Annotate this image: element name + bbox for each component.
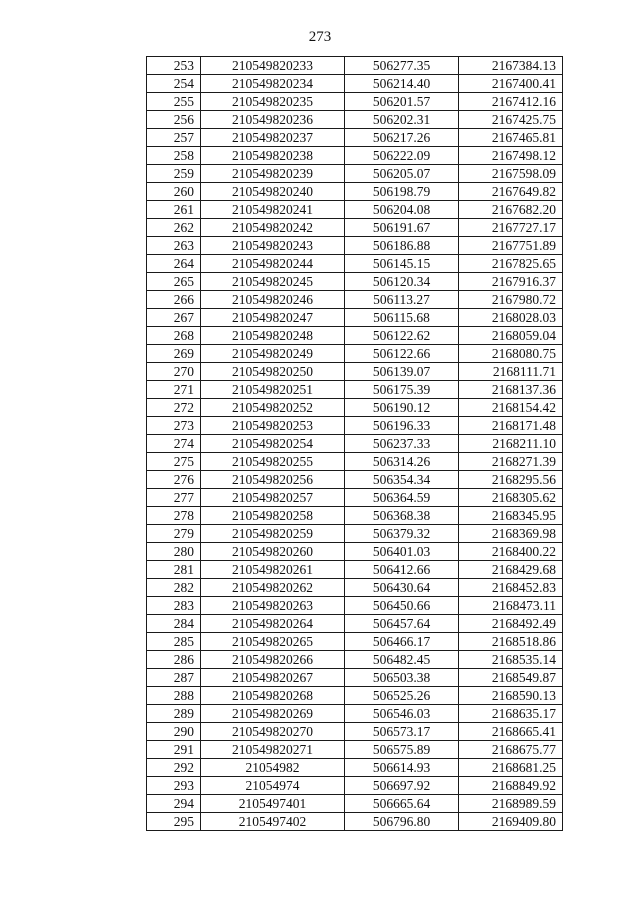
- x-coordinate-cell: 506450.66: [345, 597, 459, 615]
- row-number-cell: 277: [147, 489, 201, 507]
- row-number-cell: 270: [147, 363, 201, 381]
- point-id-cell: 210549820268: [201, 687, 345, 705]
- x-coordinate-cell: 506457.64: [345, 615, 459, 633]
- x-coordinate-cell: 506175.39: [345, 381, 459, 399]
- y-coordinate-cell: 2168211.10: [459, 435, 563, 453]
- table-row: [147, 597, 563, 615]
- point-id-cell: 210549820238: [201, 147, 345, 165]
- x-coordinate-cell: 506198.79: [345, 183, 459, 201]
- point-id-cell: 210549820266: [201, 651, 345, 669]
- row-number-cell: 262: [147, 219, 201, 237]
- y-coordinate-cell: 2168452.83: [459, 579, 563, 597]
- row-number-cell: 293: [147, 777, 201, 795]
- x-coordinate-cell: 506354.34: [345, 471, 459, 489]
- point-id-cell: 210549820242: [201, 219, 345, 237]
- y-coordinate-cell: 2167598.09: [459, 165, 563, 183]
- table-row: [147, 165, 563, 183]
- y-coordinate-cell: 2168080.75: [459, 345, 563, 363]
- table-row: [147, 327, 563, 345]
- point-id-cell: 210549820252: [201, 399, 345, 417]
- row-number-cell: 294: [147, 795, 201, 813]
- x-coordinate-cell: 506697.92: [345, 777, 459, 795]
- y-coordinate-cell: 2168849.92: [459, 777, 563, 795]
- x-coordinate-cell: 506525.26: [345, 687, 459, 705]
- table-row: [147, 237, 563, 255]
- row-number-cell: 292: [147, 759, 201, 777]
- table-row: [147, 687, 563, 705]
- coordinates-table-body: [147, 57, 563, 831]
- point-id-cell: 210549820251: [201, 381, 345, 399]
- x-coordinate-cell: 506145.15: [345, 255, 459, 273]
- x-coordinate-cell: 506120.34: [345, 273, 459, 291]
- y-coordinate-cell: 2167649.82: [459, 183, 563, 201]
- point-id-cell: 210549820249: [201, 345, 345, 363]
- y-coordinate-cell: 2168535.14: [459, 651, 563, 669]
- y-coordinate-cell: 2168492.49: [459, 615, 563, 633]
- table-row: [147, 525, 563, 543]
- point-id-cell: 21054982: [201, 759, 345, 777]
- x-coordinate-cell: 506205.07: [345, 165, 459, 183]
- point-id-cell: 210549820245: [201, 273, 345, 291]
- y-coordinate-cell: 2169409.80: [459, 813, 563, 831]
- x-coordinate-cell: 506277.35: [345, 57, 459, 75]
- point-id-cell: 210549820271: [201, 741, 345, 759]
- point-id-cell: 210549820246: [201, 291, 345, 309]
- point-id-cell: 210549820264: [201, 615, 345, 633]
- row-number-cell: 260: [147, 183, 201, 201]
- y-coordinate-cell: 2168028.03: [459, 309, 563, 327]
- table-row: [147, 579, 563, 597]
- y-coordinate-cell: 2168345.95: [459, 507, 563, 525]
- x-coordinate-cell: 506113.27: [345, 291, 459, 309]
- x-coordinate-cell: 506482.45: [345, 651, 459, 669]
- y-coordinate-cell: 2168059.04: [459, 327, 563, 345]
- point-id-cell: 21054974: [201, 777, 345, 795]
- y-coordinate-cell: 2168271.39: [459, 453, 563, 471]
- row-number-cell: 290: [147, 723, 201, 741]
- point-id-cell: 210549820236: [201, 111, 345, 129]
- x-coordinate-cell: 506222.09: [345, 147, 459, 165]
- row-number-cell: 279: [147, 525, 201, 543]
- x-coordinate-cell: 506314.26: [345, 453, 459, 471]
- x-coordinate-cell: 506503.38: [345, 669, 459, 687]
- x-coordinate-cell: 506196.33: [345, 417, 459, 435]
- y-coordinate-cell: 2168675.77: [459, 741, 563, 759]
- point-id-cell: 2105497401: [201, 795, 345, 813]
- table-row: [147, 291, 563, 309]
- row-number-cell: 274: [147, 435, 201, 453]
- row-number-cell: 295: [147, 813, 201, 831]
- x-coordinate-cell: 506796.80: [345, 813, 459, 831]
- x-coordinate-cell: 506201.57: [345, 93, 459, 111]
- row-number-cell: 284: [147, 615, 201, 633]
- x-coordinate-cell: 506204.08: [345, 201, 459, 219]
- table-row: [147, 453, 563, 471]
- x-coordinate-cell: 506466.17: [345, 633, 459, 651]
- table-row: [147, 669, 563, 687]
- table-row: [147, 111, 563, 129]
- x-coordinate-cell: 506379.32: [345, 525, 459, 543]
- table-row: [147, 129, 563, 147]
- y-coordinate-cell: 2168473.11: [459, 597, 563, 615]
- table-row: [147, 651, 563, 669]
- row-number-cell: 289: [147, 705, 201, 723]
- x-coordinate-cell: 506573.17: [345, 723, 459, 741]
- table-row: [147, 399, 563, 417]
- row-number-cell: 281: [147, 561, 201, 579]
- point-id-cell: 210549820269: [201, 705, 345, 723]
- y-coordinate-cell: 2167825.65: [459, 255, 563, 273]
- row-number-cell: 259: [147, 165, 201, 183]
- y-coordinate-cell: 2167682.20: [459, 201, 563, 219]
- table-row: [147, 471, 563, 489]
- table-row: [147, 777, 563, 795]
- page-number: 273: [308, 29, 332, 45]
- table-row: [147, 705, 563, 723]
- row-number-cell: 268: [147, 327, 201, 345]
- row-number-cell: 280: [147, 543, 201, 561]
- point-id-cell: 210549820258: [201, 507, 345, 525]
- row-number-cell: 269: [147, 345, 201, 363]
- row-number-cell: 256: [147, 111, 201, 129]
- row-number-cell: 255: [147, 93, 201, 111]
- point-id-cell: 210549820261: [201, 561, 345, 579]
- x-coordinate-cell: 506122.62: [345, 327, 459, 345]
- table-row: [147, 489, 563, 507]
- point-id-cell: 210549820257: [201, 489, 345, 507]
- y-coordinate-cell: 2167916.37: [459, 273, 563, 291]
- y-coordinate-cell: 2168989.59: [459, 795, 563, 813]
- table-row: [147, 723, 563, 741]
- point-id-cell: 210549820250: [201, 363, 345, 381]
- table-row: [147, 615, 563, 633]
- y-coordinate-cell: 2168369.98: [459, 525, 563, 543]
- point-id-cell: 210549820248: [201, 327, 345, 345]
- x-coordinate-cell: 506186.88: [345, 237, 459, 255]
- point-id-cell: 210549820267: [201, 669, 345, 687]
- table-row: [147, 363, 563, 381]
- x-coordinate-cell: 506665.64: [345, 795, 459, 813]
- y-coordinate-cell: 2168681.25: [459, 759, 563, 777]
- y-coordinate-cell: 2167498.12: [459, 147, 563, 165]
- x-coordinate-cell: 506202.31: [345, 111, 459, 129]
- point-id-cell: 210549820259: [201, 525, 345, 543]
- table-row: [147, 183, 563, 201]
- row-number-cell: 278: [147, 507, 201, 525]
- table-row: [147, 75, 563, 93]
- point-id-cell: 210549820270: [201, 723, 345, 741]
- row-number-cell: 261: [147, 201, 201, 219]
- x-coordinate-cell: 506364.59: [345, 489, 459, 507]
- y-coordinate-cell: 2168305.62: [459, 489, 563, 507]
- y-coordinate-cell: 2167980.72: [459, 291, 563, 309]
- y-coordinate-cell: 2168295.56: [459, 471, 563, 489]
- table-row: [147, 759, 563, 777]
- point-id-cell: 210549820235: [201, 93, 345, 111]
- table-row: [147, 561, 563, 579]
- table-row: [147, 255, 563, 273]
- table-row: [147, 309, 563, 327]
- row-number-cell: 276: [147, 471, 201, 489]
- point-id-cell: 210549820243: [201, 237, 345, 255]
- point-id-cell: 210549820260: [201, 543, 345, 561]
- table-row: [147, 633, 563, 651]
- y-coordinate-cell: 2168171.48: [459, 417, 563, 435]
- table-row: [147, 57, 563, 75]
- table-row: [147, 543, 563, 561]
- row-number-cell: 265: [147, 273, 201, 291]
- point-id-cell: 2105497402: [201, 813, 345, 831]
- point-id-cell: 210549820263: [201, 597, 345, 615]
- x-coordinate-cell: 506237.33: [345, 435, 459, 453]
- point-id-cell: 210549820244: [201, 255, 345, 273]
- row-number-cell: 273: [147, 417, 201, 435]
- point-id-cell: 210549820239: [201, 165, 345, 183]
- x-coordinate-cell: 506217.26: [345, 129, 459, 147]
- row-number-cell: 267: [147, 309, 201, 327]
- point-id-cell: 210549820241: [201, 201, 345, 219]
- row-number-cell: 253: [147, 57, 201, 75]
- x-coordinate-cell: 506430.64: [345, 579, 459, 597]
- table-row: [147, 201, 563, 219]
- y-coordinate-cell: 2167465.81: [459, 129, 563, 147]
- x-coordinate-cell: 506546.03: [345, 705, 459, 723]
- x-coordinate-cell: 506614.93: [345, 759, 459, 777]
- y-coordinate-cell: 2167384.13: [459, 57, 563, 75]
- x-coordinate-cell: 506139.07: [345, 363, 459, 381]
- y-coordinate-cell: 2168635.17: [459, 705, 563, 723]
- y-coordinate-cell: 2168400.22: [459, 543, 563, 561]
- y-coordinate-cell: 2167425.75: [459, 111, 563, 129]
- row-number-cell: 272: [147, 399, 201, 417]
- point-id-cell: 210549820262: [201, 579, 345, 597]
- table-row: [147, 381, 563, 399]
- row-number-cell: 285: [147, 633, 201, 651]
- row-number-cell: 257: [147, 129, 201, 147]
- point-id-cell: 210549820253: [201, 417, 345, 435]
- row-number-cell: 254: [147, 75, 201, 93]
- point-id-cell: 210549820237: [201, 129, 345, 147]
- row-number-cell: 283: [147, 597, 201, 615]
- table-row: [147, 507, 563, 525]
- row-number-cell: 288: [147, 687, 201, 705]
- y-coordinate-cell: 2167727.17: [459, 219, 563, 237]
- point-id-cell: 210549820234: [201, 75, 345, 93]
- coordinates-table: [146, 56, 563, 831]
- row-number-cell: 266: [147, 291, 201, 309]
- x-coordinate-cell: 506191.67: [345, 219, 459, 237]
- table-row: [147, 345, 563, 363]
- point-id-cell: 210549820256: [201, 471, 345, 489]
- point-id-cell: 210549820247: [201, 309, 345, 327]
- table-row: [147, 273, 563, 291]
- y-coordinate-cell: 2167412.16: [459, 93, 563, 111]
- table-row: [147, 813, 563, 831]
- x-coordinate-cell: 506575.89: [345, 741, 459, 759]
- x-coordinate-cell: 506214.40: [345, 75, 459, 93]
- y-coordinate-cell: 2168665.41: [459, 723, 563, 741]
- x-coordinate-cell: 506412.66: [345, 561, 459, 579]
- row-number-cell: 287: [147, 669, 201, 687]
- point-id-cell: 210549820255: [201, 453, 345, 471]
- table-row: [147, 147, 563, 165]
- x-coordinate-cell: 506190.12: [345, 399, 459, 417]
- row-number-cell: 271: [147, 381, 201, 399]
- point-id-cell: 210549820254: [201, 435, 345, 453]
- y-coordinate-cell: 2167751.89: [459, 237, 563, 255]
- x-coordinate-cell: 506122.66: [345, 345, 459, 363]
- row-number-cell: 263: [147, 237, 201, 255]
- y-coordinate-cell: 2168549.87: [459, 669, 563, 687]
- y-coordinate-cell: 2167400.41: [459, 75, 563, 93]
- row-number-cell: 275: [147, 453, 201, 471]
- table-row: [147, 219, 563, 237]
- x-coordinate-cell: 506401.03: [345, 543, 459, 561]
- table-row: [147, 417, 563, 435]
- row-number-cell: 291: [147, 741, 201, 759]
- point-id-cell: 210549820265: [201, 633, 345, 651]
- y-coordinate-cell: 2168429.68: [459, 561, 563, 579]
- point-id-cell: 210549820240: [201, 183, 345, 201]
- y-coordinate-cell: 2168154.42: [459, 399, 563, 417]
- table-row: [147, 435, 563, 453]
- row-number-cell: 286: [147, 651, 201, 669]
- table-row: [147, 741, 563, 759]
- y-coordinate-cell: 2168518.86: [459, 633, 563, 651]
- x-coordinate-cell: 506115.68: [345, 309, 459, 327]
- y-coordinate-cell: 2168111.71: [459, 363, 563, 381]
- row-number-cell: 258: [147, 147, 201, 165]
- row-number-cell: 264: [147, 255, 201, 273]
- x-coordinate-cell: 506368.38: [345, 507, 459, 525]
- y-coordinate-cell: 2168137.36: [459, 381, 563, 399]
- point-id-cell: 210549820233: [201, 57, 345, 75]
- table-row: [147, 795, 563, 813]
- y-coordinate-cell: 2168590.13: [459, 687, 563, 705]
- table-row: [147, 93, 563, 111]
- row-number-cell: 282: [147, 579, 201, 597]
